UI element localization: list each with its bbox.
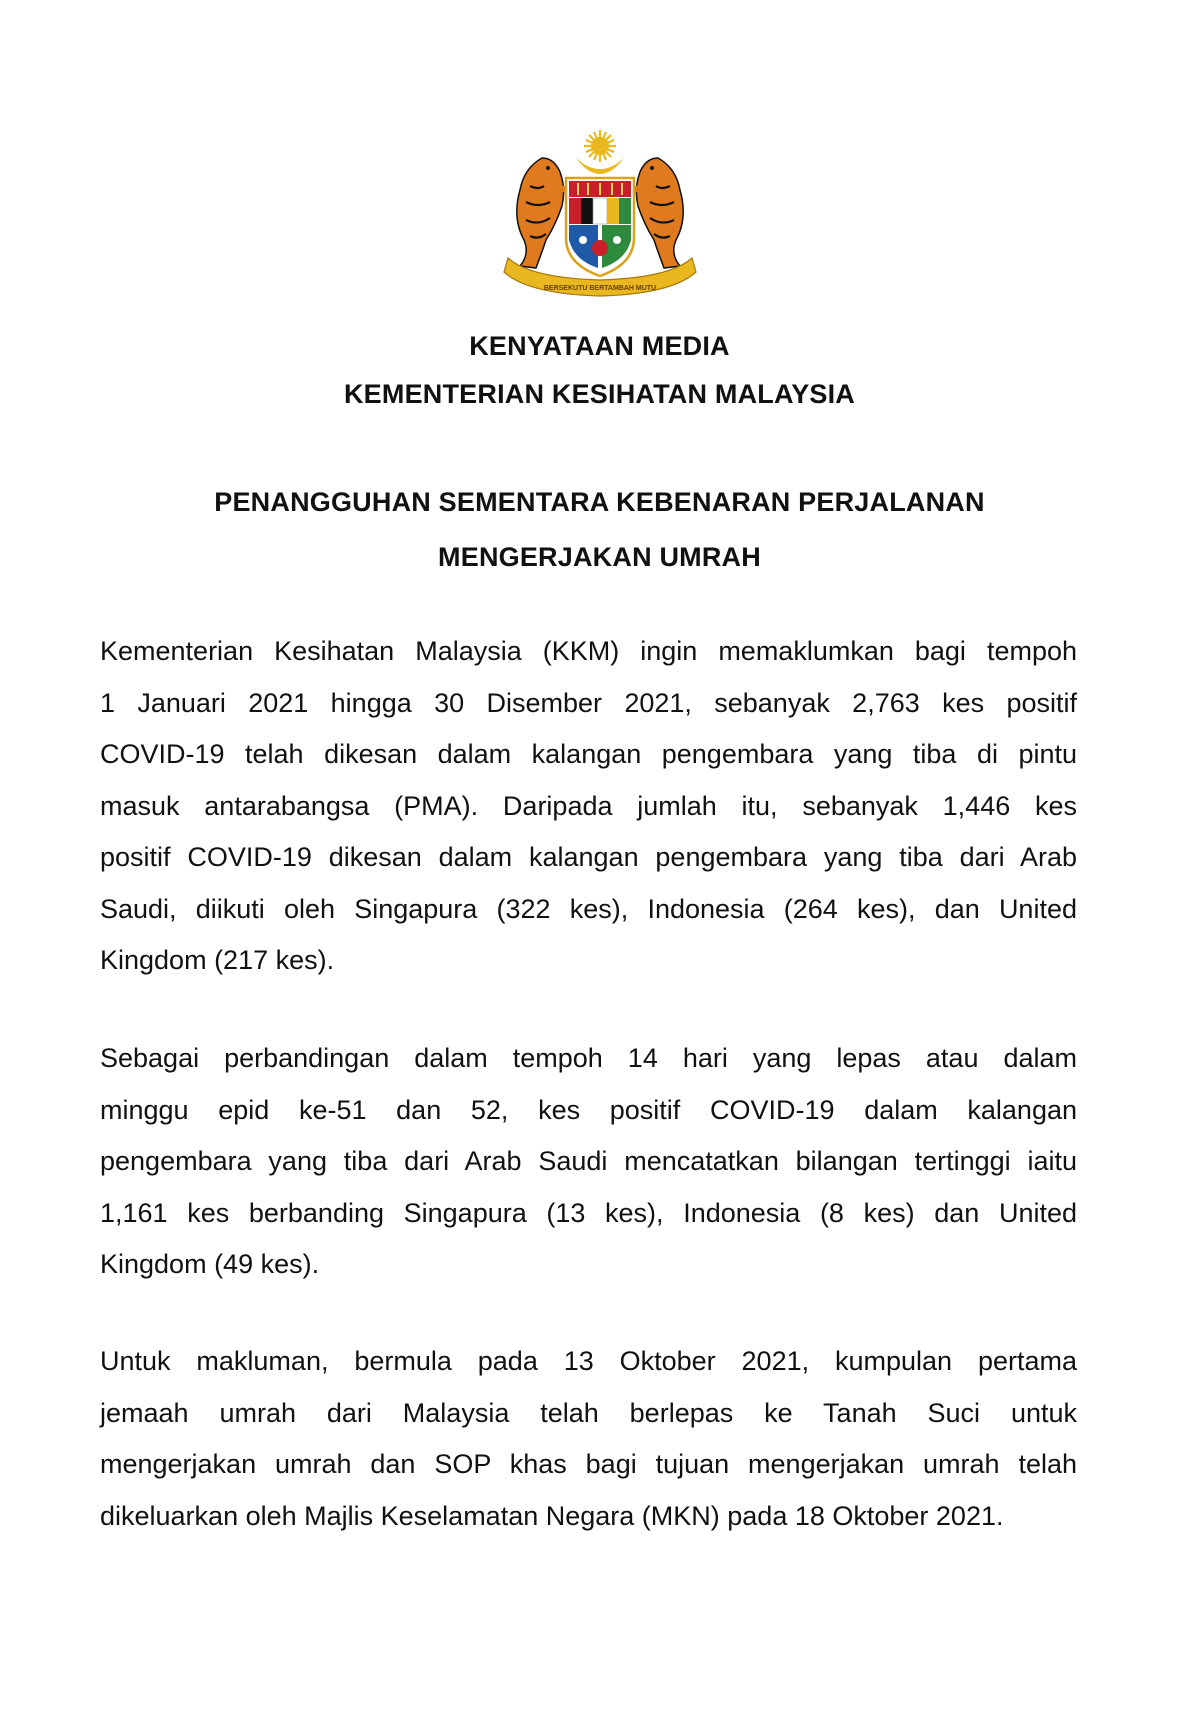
- paragraph-line: pengembara yang tiba dari Arab Saudi mencatatkan bilangan tertinggi iaitu: [100, 1146, 1077, 1176]
- paragraph-line: masuk antarabangsa (PMA). Daripada jumlah itu, sebanyak 1,446 kes: [100, 790, 1077, 821]
- paragraph-line: Kingdom (49 kes).: [100, 1249, 320, 1279]
- paragraph-3: [100, 1336, 1077, 1542]
- statement-title: [0, 475, 1199, 585]
- svg-text:BERSEKUTU BERTAMBAH MUTU: BERSEKUTU BERTAMBAH MUTU: [543, 285, 657, 292]
- paragraph-line: jemaah umrah dari Malaysia telah berlepas ke Tanah Suci untuk: [100, 1397, 1077, 1428]
- paragraph-line: Kementerian Kesihatan Malaysia (KKM) ingin memaklumkan bagi tempoh: [100, 636, 1077, 666]
- paragraph-line: COVID-19 telah dikesan dalam kalangan pengembara yang tiba di pintu: [100, 739, 1077, 769]
- paragraph-2: [100, 1033, 1077, 1291]
- header-line-1: KENYATAAN MEDIA: [469, 331, 730, 361]
- paragraph-line: 1 Januari 2021 hingga 30 Disember 2021, sebanyak 2,763 kes positif: [100, 687, 1077, 718]
- paragraph-line: Sebagai perbandingan dalam tempoh 14 hari yang lepas atau dalam: [100, 1043, 1077, 1073]
- header-line-2: KEMENTERIAN KESIHATAN MALAYSIA: [343, 379, 856, 409]
- paragraph-line: minggu epid ke-51 dan 52, kes positif COVID-19 dalam kalangan: [100, 1094, 1077, 1125]
- media-statement-header: [0, 322, 1199, 418]
- coat-of-arms-emblem: [490, 128, 710, 298]
- paragraph-line: positif COVID-19 dikesan dalam kalangan pengembara yang tiba dari Arab: [100, 842, 1077, 872]
- paragraph-1: [100, 626, 1077, 987]
- paragraph-line: Kingdom (217 kes).: [100, 945, 335, 975]
- paragraph-line: 1,161 kes berbanding Singapura (13 kes), Indonesia (8 kes) dan United: [100, 1197, 1077, 1228]
- shield-icon: [566, 178, 634, 276]
- title-line-2: MENGERJAKAN UMRAH: [438, 542, 761, 572]
- star-icon: [584, 130, 616, 162]
- paragraph-line: mengerjakan umrah dan SOP khas bagi tujuan mengerjakan umrah telah: [100, 1449, 1077, 1479]
- paragraph-line: Saudi, diikuti oleh Singapura (322 kes), Indonesia (264 kes), dan United: [100, 893, 1077, 924]
- paragraph-line: dikeluarkan oleh Majlis Keselamatan Negara (MKN) pada 18 Oktober 2021.: [100, 1500, 1004, 1531]
- paragraph-line: Untuk makluman, bermula pada 13 Oktober 2021, kumpulan pertama: [100, 1346, 1077, 1376]
- title-line-1: PENANGGUHAN SEMENTARA KEBENARAN PERJALANAN: [214, 487, 985, 517]
